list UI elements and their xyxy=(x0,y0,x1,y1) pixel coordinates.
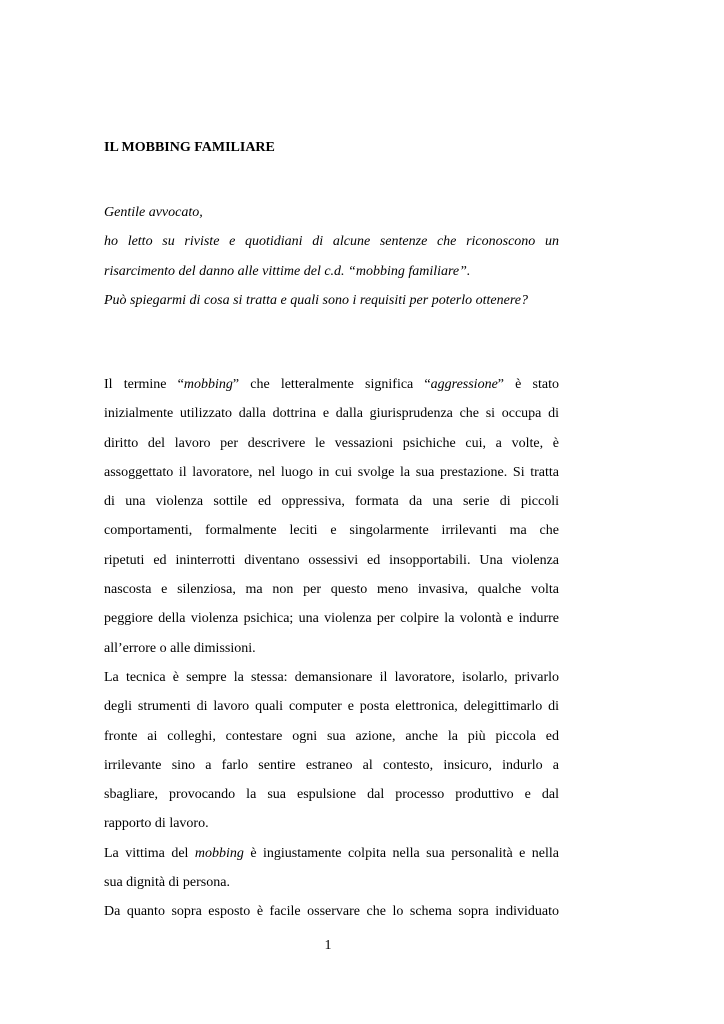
answer-line: comportamenti, formalmente leciti e singolarmente irrilevanti ma che xyxy=(104,523,559,539)
answer-line xyxy=(104,370,559,399)
answer-line: fronte ai colleghi, contestare ogni sua azione, anche la più piccola ed xyxy=(104,728,559,744)
page-number: 1 xyxy=(324,938,332,953)
document-title: IL MOBBING FAMILIARE xyxy=(104,140,275,155)
answer-line: rapporto di lavoro. xyxy=(104,816,209,832)
answer-line: degli strumenti di lavoro quali computer e posta elettronica, delegittimarlo di xyxy=(104,699,559,715)
answer-line: assoggettato il lavoratore, nel luogo in cui svolge la sua prestazione. Si tratta xyxy=(104,464,559,480)
answer-line: irrilevante sino a farlo sentire estraneo al contesto, insicuro, indurlo a xyxy=(104,757,559,773)
reader-letter xyxy=(104,198,559,315)
page-footer xyxy=(0,937,724,955)
answer-line: di una violenza sottile ed oppressiva, formata da una serie di piccoli xyxy=(104,494,559,510)
answer-line: diritto del lavoro per descrivere le vessazioni psichiche cui, a volte, è xyxy=(104,435,559,451)
answer-line: nascosta e silenziosa, ma non per questo meno invasiva, qualche volta xyxy=(104,582,559,598)
text-run: ” è stato xyxy=(497,377,559,392)
answer-line: all’errore o alle dimissioni. xyxy=(104,640,256,656)
answer-line: sbagliare, provocando la sua espulsione dal processo produttivo e dal xyxy=(104,787,559,803)
answer-body xyxy=(104,370,559,927)
letter-line: ho letto su riviste e quotidiani di alcune sentenze che riconoscono un xyxy=(104,234,559,250)
answer-line xyxy=(104,839,559,868)
italic-term: aggressione xyxy=(430,377,498,392)
text-run: ” che letteralmente significa “ xyxy=(232,377,431,392)
letter-question: Può spiegarmi di cosa si tratta e quali sono i requisiti per poterlo ottenere? xyxy=(104,292,528,308)
answer-line: inizialmente utilizzato dalla dottrina e dalla giurisprudenza che si occupa di xyxy=(104,406,559,422)
letter-line: risarcimento del danno alle vittime del c.d. “mobbing familiare”. xyxy=(104,263,471,279)
answer-line: sua dignità di persona. xyxy=(104,875,230,891)
answer-line: peggiore della violenza psichica; una violenza per colpire la volontà e indurre xyxy=(104,611,559,627)
text-run: è ingiustamente colpita nella sua personalità e nella xyxy=(243,845,560,861)
answer-line: La tecnica è sempre la stessa: demansionare il lavoratore, isolarlo, privarlo xyxy=(104,669,559,685)
text-run: La vittima del xyxy=(104,845,195,861)
answer-line: ripetuti ed ininterrotti diventano ossessivi ed insopportabili. Una violenza xyxy=(104,552,559,568)
letter-greeting: Gentile avvocato, xyxy=(104,205,203,220)
text-run: Il termine “ xyxy=(104,377,184,392)
answer-line: Da quanto sopra esposto è facile osservare che lo schema sopra individuato xyxy=(104,904,559,920)
italic-term: mobbing xyxy=(194,845,244,861)
italic-term: mobbing xyxy=(183,377,233,392)
